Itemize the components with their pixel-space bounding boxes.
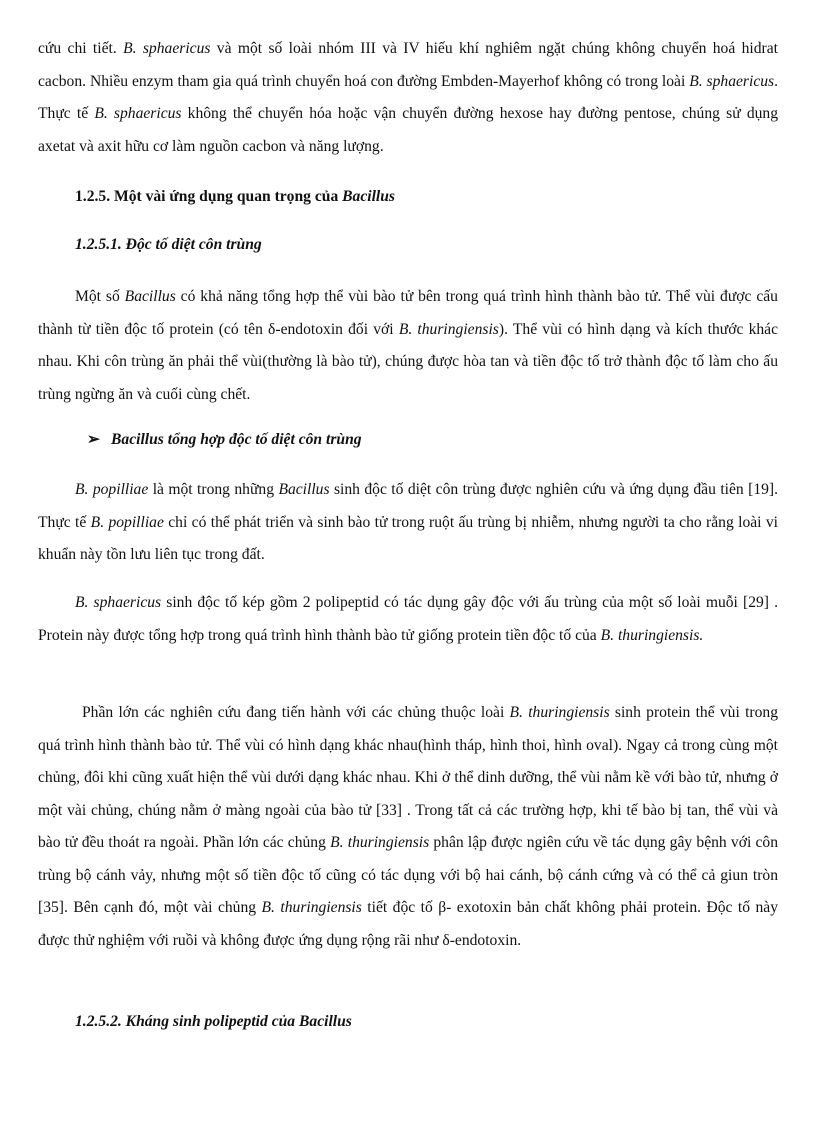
paragraph-thuringiensis: Phần lớn các nghiên cứu đang tiến hành với các chủng thuộc loài B. thuringiensis sinh protein thể vùi trong quá trình hình thành bào tử. Thể vùi có hình dạng khác nhau(hình tháp, hình thoi, hình oval). Ngay cả trong cùng một chủng, đôi khi cũng xuất hiện thể vùi dưới dạng khác nhau. Khi ở thể dinh dưỡng, thể vùi nằm kề với bào tử, nhưng ở một vài chủng, chúng nằm ở màng ngoài của bào tử [33] . Trong tất cả các trường hợp, khi tế bào bị tan, thể vùi và bào tử đều thoát ra ngoài. Phần lớn các chủng B. thuringiensis phân lập được ngiên cứu về tác dụng gây bệnh với côn trùng bộ cánh vảy, nhưng một số tiền độc tố cũng có tác dụng với bộ hai cánh, bộ cánh cứng và có thể cả giun tròn [35]. Bên cạnh đó, một vài chủng B. thuringiensis tiết độc tố β- exotoxin bản chất không phải protein. Độc tố này được thử nghiệm với ruồi và không được ứng dụng rộng rãi như δ-endotoxin. xyxy=(38,704,779,949)
paragraph-sphaericus: B. sphaericus sinh độc tố kép gồm 2 polipeptid có tác dụng gây độc với ấu trùng của một số loài muỗi [29] . Protein này được tổng hợp trong quá trình hình thành bào tử giống protein tiền độc tố của B. thuringiensis. xyxy=(38,594,779,644)
paragraph-inclusion-bodies: Một số Bacillus có khả năng tổng hợp thể vùi bào tử bên trong quá trình hình thành bào tử. Thể vùi được cấu thành từ tiền độc tố protein (có tên δ-endotoxin đối với B. thuringiensis). Thể vùi có hình dạng và kích thước khác nhau. Khi côn trùng ăn phải thể vùi(thường là bào tử), chúng được hòa tan và tiền độc tố trở thành độc tố làm cho ấu trùng ngừng ăn và cuối cùng chết. xyxy=(38,288,779,403)
section-heading-1-2-5: 1.2.5. Một vài ứng dụng quan trọng của Bacillus xyxy=(75,188,395,205)
paragraph-metabolism: cứu chi tiết. B. sphaericus và một số loài nhóm III và IV hiếu khí nghiêm ngặt chúng không chuyển hoá hidrat cacbon. Nhiều enzym tham gia quá trình chuyển hoá con đường Embden-Mayerhof không có trong loài B. sphaericus. Thực tế B. sphaericus không thể chuyển hóa hoặc vận chuyển đường hexose hay đường pentose, chúng sử dụng axetat và axit hữu cơ làm nguồn cacbon và năng lượng. xyxy=(38,40,779,155)
section-heading-1-2-5-2: 1.2.5.2. Kháng sinh polipeptid của Bacillus xyxy=(75,1013,352,1030)
arrow-bullet-icon: ➢ xyxy=(87,431,101,448)
section-heading-1-2-5-1: 1.2.5.1. Độc tố diệt côn trùng xyxy=(75,236,262,253)
paragraph-popilliae: B. popilliae là một trong những Bacillus sinh độc tố diệt côn trùng được nghiên cứu và ứng dụng đầu tiên [19]. Thực tế B. popilliae chỉ có thể phát triển và sinh bào tử trong ruột ấu trùng bị nhiễm, nhưng người ta cho rằng loài vi khuẩn này tồn lưu liên tục trong đất. xyxy=(38,481,778,563)
bullet-heading: ➢ Bacillus tổng hợp độc tố diệt côn trùng xyxy=(87,428,362,452)
